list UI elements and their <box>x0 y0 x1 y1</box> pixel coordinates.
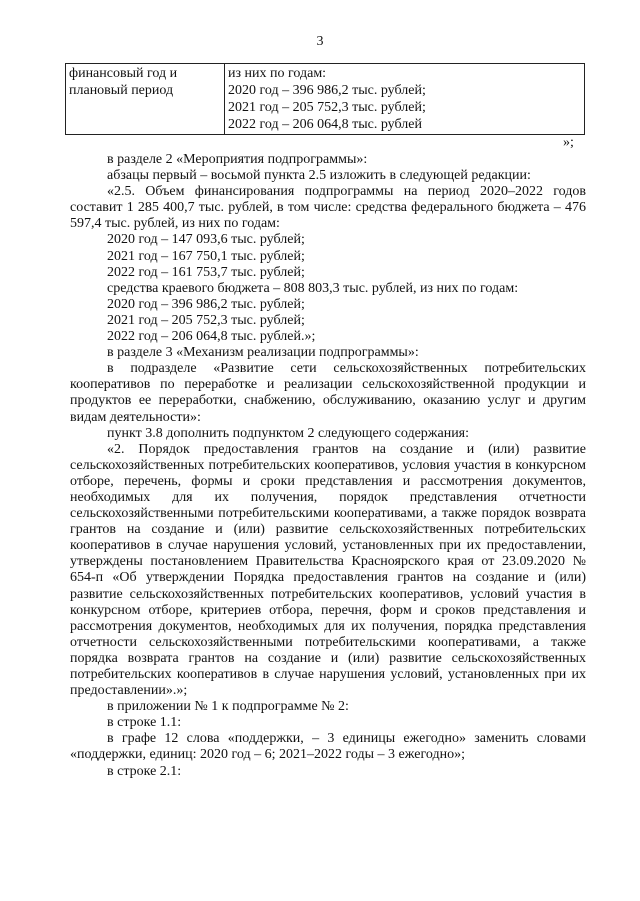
page-number: 3 <box>316 34 324 49</box>
table-cell-values <box>225 64 585 135</box>
table-row <box>66 64 585 135</box>
paragraph: 2021 год – 167 750,1 тыс. рублей; <box>107 248 305 264</box>
quote-close: »; <box>563 135 574 150</box>
table-cell-label <box>66 64 225 135</box>
document-body <box>70 152 586 780</box>
paragraph: средства краевого бюджета – 808 803,3 тыс. рублей, из них по годам: <box>107 280 519 296</box>
paragraph: в разделе 2 «Мероприятия подпрограммы»: <box>107 152 368 167</box>
paragraph: в подразделе «Развитие сети сельскохозяйственных потребительских кооперативов по переработке и реализации сельскохозяйственной продукции и продуктов ее переработки, снабжению, обслуживанию, оказанию услуг и другим видам деятельности»: <box>70 361 586 425</box>
paragraph: 2020 год – 396 986,2 тыс. рублей; <box>107 296 305 312</box>
paragraph: в графе 12 слова «поддержки, – 3 единицы ежегодно» заменить словами «поддержки, единиц: 2020 год – 6; 2021–2022 годы – 3 ежегодно»; <box>70 731 586 763</box>
financing-table <box>65 63 585 135</box>
table-line: 2022 год – 206 064,8 тыс. рублей <box>228 117 422 132</box>
table-line: из них по годам: <box>228 66 327 81</box>
paragraph: «2.5. Объем финансирования подпрограммы на период 2020–2022 годов составит 1 285 400,7 тыс. рублей, в том числе: средства федерального бюджета – 476 597,4 тыс. рублей, из них по годам: <box>70 184 586 232</box>
paragraph: «2. Порядок предоставления грантов на создание и (или) развитие сельскохозяйственных потребительских кооперативов, условия участия в конкурсном отборе, перечень, формы и сроки представления и рассмотрения документов, необходимых для их получения, порядок представления отчетности сельскохозяйственными потребительскими кооперативами, а также порядок возврата грантов на создание и (или) развитие сельскохозяйственных потребительских кооперативов в случае нарушения условий, установленных при их предоставлении, утверждены постановлением Правительства Красноярского края от 23.09.2020 № 654-п «Об утверждении Порядка предоставления грантов на создание и (или) развитие сельскохозяйственных потребительских кооперативов, условий участия в конкурсном отборе, критериев отбора, перечня, форм и сроков представления и рассмотрения документов, необходимых для их получения, порядка представления отчетности сельскохозяйственными потребительскими кооперативами, а также порядка возврата грантов на создание и (или) развитие сельскохозяйственных потребительских кооперативов в случае нарушения условий, установленных при их предоставлении».»; <box>70 441 586 699</box>
table-line: финансовый год и <box>69 66 178 81</box>
paragraph: в строке 1.1: <box>107 715 182 731</box>
paragraph: 2020 год – 147 093,6 тыс. рублей; <box>107 232 305 248</box>
paragraph: в строке 2.1: <box>107 763 182 779</box>
table-line: 2020 год – 396 986,2 тыс. рублей; <box>228 83 426 98</box>
paragraph: пункт 3.8 дополнить подпунктом 2 следующего содержания: <box>107 425 470 441</box>
paragraph: в приложении № 1 к подпрограмме № 2: <box>107 699 349 715</box>
table-line: плановый период <box>69 83 174 98</box>
table-line: 2021 год – 205 752,3 тыс. рублей; <box>228 100 426 115</box>
paragraph: 2022 год – 206 064,8 тыс. рублей.»; <box>107 329 316 345</box>
paragraph: в разделе 3 «Механизм реализации подпрограммы»: <box>107 345 419 361</box>
paragraph: 2021 год – 205 752,3 тыс. рублей; <box>107 312 305 328</box>
paragraph: 2022 год – 161 753,7 тыс. рублей; <box>107 264 305 280</box>
paragraph: абзацы первый – восьмой пункта 2.5 изложить в следующей редакции: <box>107 168 531 184</box>
